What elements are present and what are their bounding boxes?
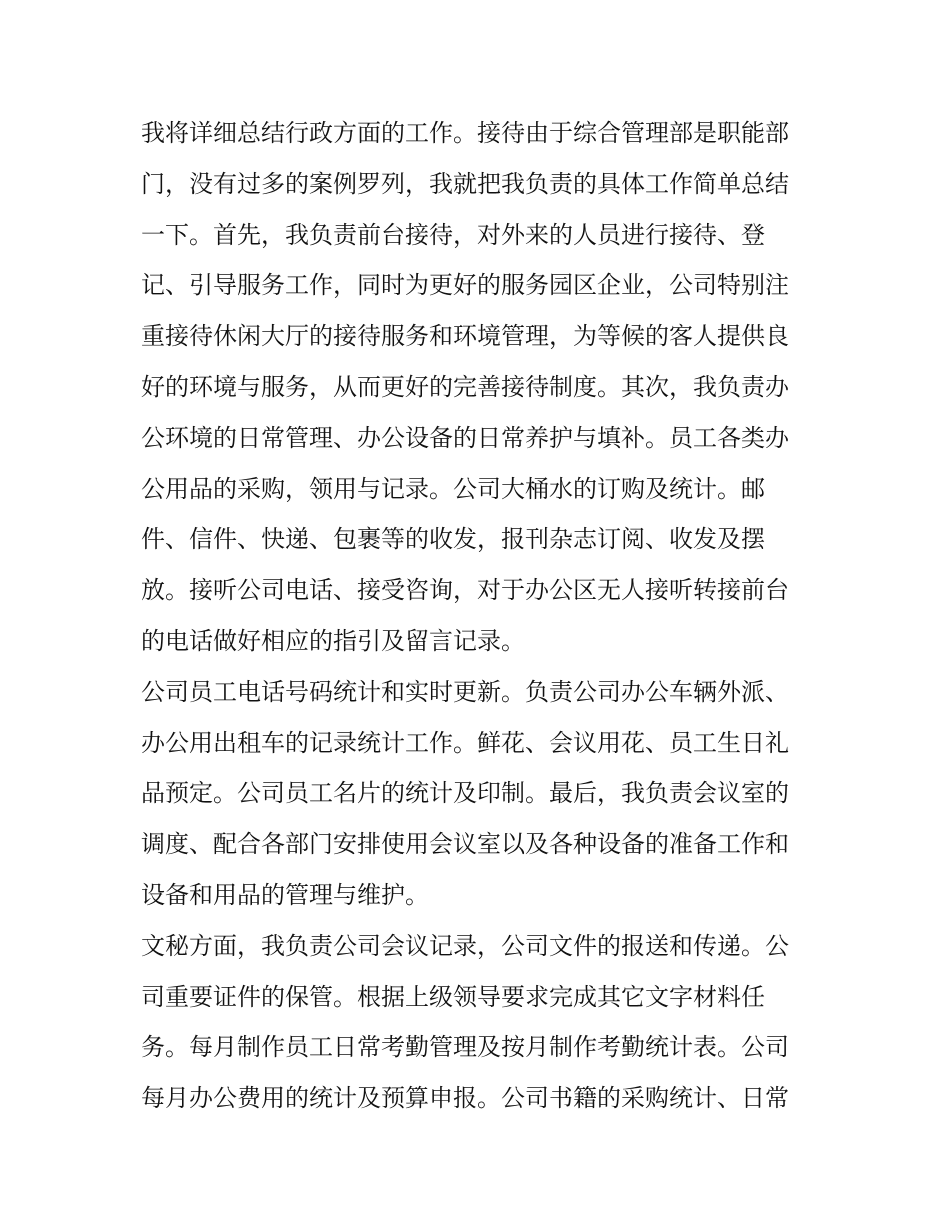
text-line: 公用品的采购，领用与记录。公司大桶水的订购及统计。邮 bbox=[141, 474, 765, 503]
text-line: 重接待休闲大厅的接待服务和环境管理，为等候的客人提供良 bbox=[141, 322, 789, 351]
text-line: 公司员工电话号码统计和实时更新。负责公司办公车辆外派、 bbox=[141, 677, 789, 706]
text-line: 门，没有过多的案例罗列，我就把我负责的具体工作简单总结 bbox=[141, 169, 789, 198]
text-line: 好的环境与服务，从而更好的完善接待制度。其次，我负责办 bbox=[141, 372, 789, 401]
body-text bbox=[141, 108, 821, 1124]
text-line: 务。每月制作员工日常考勤管理及按月制作考勤统计表。公司 bbox=[141, 1033, 789, 1062]
text-line: 设备和用品的管理与维护。 bbox=[141, 880, 429, 909]
text-line: 一下。首先，我负责前台接待，对外来的人员进行接待、登 bbox=[141, 220, 765, 249]
text-line: 件、信件、快递、包裹等的收发，报刊杂志订阅、收发及摆 bbox=[141, 525, 765, 554]
text-line: 的电话做好相应的指引及留言记录。 bbox=[141, 626, 525, 655]
text-line: 文秘方面，我负责公司会议记录，公司文件的报送和传递。公 bbox=[141, 931, 789, 960]
text-line: 每月办公费用的统计及预算申报。公司书籍的采购统计、日常 bbox=[141, 1084, 789, 1113]
text-line: 记、引导服务工作，同时为更好的服务园区企业，公司特别注 bbox=[141, 271, 789, 300]
text-line: 办公用出租车的记录统计工作。鲜花、会议用花、员工生日礼 bbox=[141, 728, 789, 757]
text-line: 调度、配合各部门安排使用会议室以及各种设备的准备工作和 bbox=[141, 830, 789, 859]
text-line: 公环境的日常管理、办公设备的日常养护与填补。员工各类办 bbox=[141, 423, 789, 452]
text-line: 我将详细总结行政方面的工作。接待由于综合管理部是职能部 bbox=[141, 119, 789, 147]
text-line: 品预定。公司员工名片的统计及印制。最后，我负责会议室的 bbox=[141, 779, 789, 808]
text-line: 司重要证件的保管。根据上级领导要求完成其它文字材料任 bbox=[141, 982, 765, 1011]
text-line: 放。接听公司电话、接受咨询，对于办公区无人接听转接前台 bbox=[141, 576, 789, 605]
